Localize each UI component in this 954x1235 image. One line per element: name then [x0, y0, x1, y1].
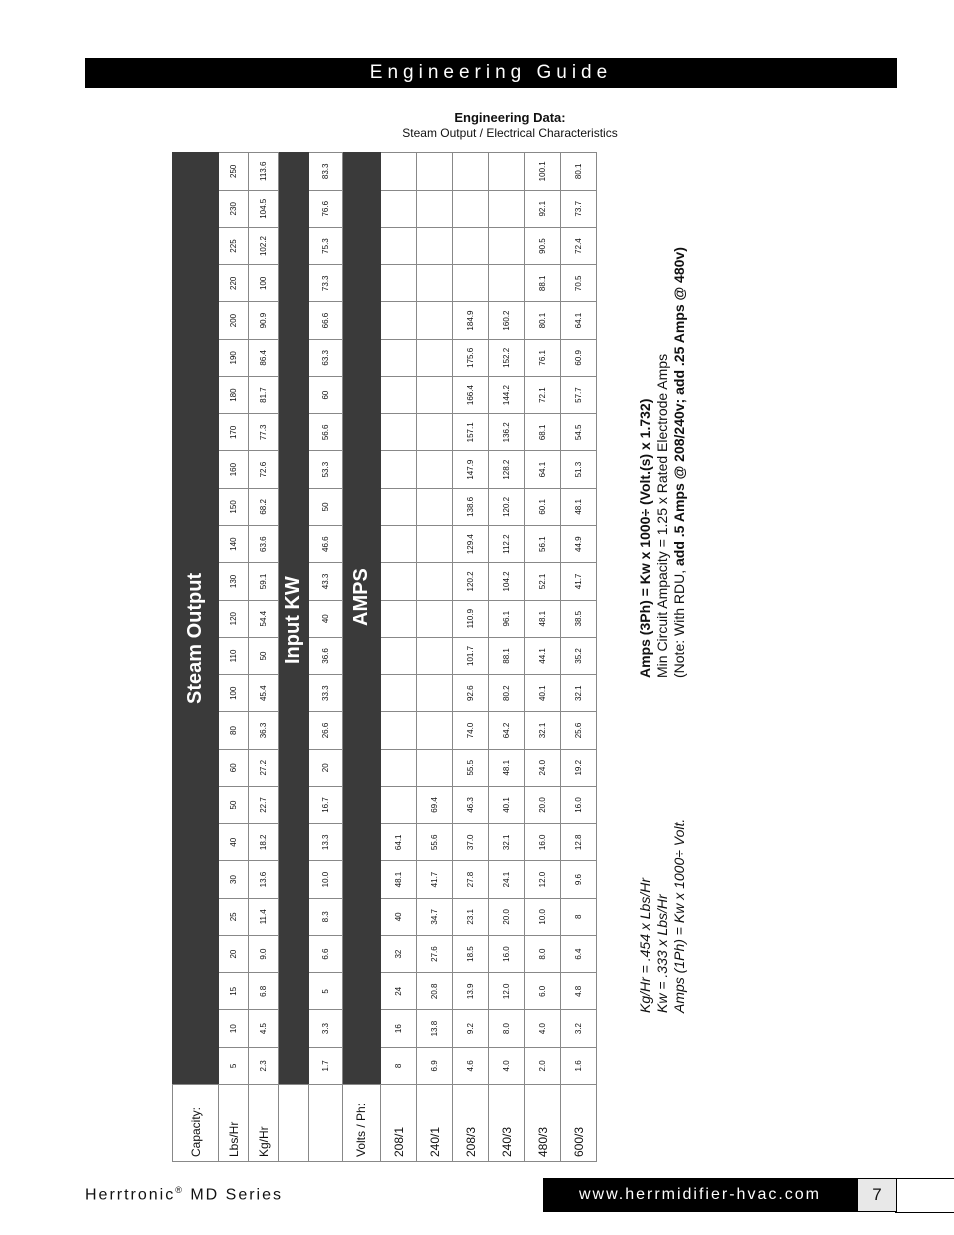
page-number: 7: [857, 1178, 897, 1212]
amps-cell: [453, 190, 489, 227]
amps-cell: 6.4: [561, 935, 597, 972]
kg-cell: 27.2: [249, 749, 279, 786]
capacity-label: Capacity:: [173, 1085, 219, 1162]
kw-cell: 1.7: [309, 1047, 343, 1084]
kg-cell: 11.4: [249, 898, 279, 935]
steam-output-text: Steam Output: [184, 572, 206, 704]
amps-cell: 101.7: [453, 637, 489, 674]
formula-notes-left: [637, 819, 688, 1013]
amps-cell: 104.2: [489, 563, 525, 600]
amps-cell: 27.6: [417, 935, 453, 972]
amps-cell: 80.1: [525, 302, 561, 339]
amps-cell: 2.0: [525, 1047, 561, 1084]
lbs-cell: 15: [219, 973, 249, 1010]
kg-formula: Kg/Hr = .454 x Lbs/Hr: [637, 877, 653, 1013]
amps-cell: 19.2: [561, 749, 597, 786]
amps-cell: 23.1: [453, 898, 489, 935]
lbs-cell: 120: [219, 600, 249, 637]
amps-row: [561, 153, 597, 1162]
amps-cell: [381, 563, 417, 600]
amps-cell: 38.5: [561, 600, 597, 637]
lbs-cell: 110: [219, 637, 249, 674]
amps-cell: 144.2: [489, 376, 525, 413]
amps-cell: 41.7: [417, 861, 453, 898]
kg-cell: 68.2: [249, 488, 279, 525]
amps-cell: 136.2: [489, 414, 525, 451]
lbs-cell: 180: [219, 376, 249, 413]
kg-cell: 36.3: [249, 712, 279, 749]
kw-cell: 5: [309, 973, 343, 1010]
amps-cell: 48.1: [489, 749, 525, 786]
amps-cell: 184.9: [453, 302, 489, 339]
lbs-cell: 220: [219, 265, 249, 302]
kw-cell: 36.6: [309, 637, 343, 674]
amps-cell: 80.1: [561, 153, 597, 191]
volts-label: Volts / Ph:: [343, 1085, 381, 1162]
kg-cell: 77.3: [249, 414, 279, 451]
amps-cell: [453, 265, 489, 302]
amps-cell: 40.1: [489, 786, 525, 823]
amps-cell: 24.0: [525, 749, 561, 786]
amps-cell: [417, 265, 453, 302]
kw-cell: 73.3: [309, 265, 343, 302]
kw-cell: 20: [309, 749, 343, 786]
kw-cell: 16.7: [309, 786, 343, 823]
amps-cell: 9.6: [561, 861, 597, 898]
voltage-label: 600/3: [561, 1085, 597, 1162]
kw-cell: 8.3: [309, 898, 343, 935]
amps-cell: [417, 675, 453, 712]
lbs-cell: 250: [219, 153, 249, 191]
amps-cell: [489, 190, 525, 227]
kg-cell: 2.3: [249, 1047, 279, 1084]
amps-cell: [417, 414, 453, 451]
amps-cell: [381, 675, 417, 712]
amps-cell: 92.6: [453, 675, 489, 712]
amps-cell: 8.0: [525, 935, 561, 972]
amps-cell: 35.2: [561, 637, 597, 674]
amps-row: [525, 153, 561, 1162]
amps-cell: 55.6: [417, 824, 453, 861]
lbs-cell: 100: [219, 675, 249, 712]
kg-cell: 59.1: [249, 563, 279, 600]
kg-cell: 113.6: [249, 153, 279, 191]
kg-cell: 100: [249, 265, 279, 302]
amps-cell: 72.4: [561, 227, 597, 264]
amps-cell: 46.3: [453, 786, 489, 823]
amps-cell: 25.6: [561, 712, 597, 749]
steam-output-band: [173, 153, 219, 1162]
amps-cell: 64.1: [381, 824, 417, 861]
kg-cell: 86.4: [249, 339, 279, 376]
section-title: Engineering Data:: [454, 110, 566, 125]
amps-cell: 12.8: [561, 824, 597, 861]
amps-cell: [417, 600, 453, 637]
kg-cell: 4.5: [249, 1010, 279, 1047]
lbs-cell: 10: [219, 1010, 249, 1047]
registered-mark: ®: [175, 1185, 184, 1195]
amps-cell: 4.0: [525, 1010, 561, 1047]
kg-cell: 54.4: [249, 600, 279, 637]
engineering-data-table-wrapper: [172, 152, 586, 1162]
footer-brand-suffix: MD Series: [183, 1186, 283, 1204]
amps-cell: [489, 227, 525, 264]
amps-cell: 6.9: [417, 1047, 453, 1084]
amps-cell: [417, 153, 453, 191]
amps-cell: [381, 302, 417, 339]
amps-cell: 32.1: [489, 824, 525, 861]
amps-cell: [417, 563, 453, 600]
amps1-formula: Amps (1Ph) = Kw x 1000÷ Volt.: [671, 818, 687, 1013]
amps-cell: 60.9: [561, 339, 597, 376]
lbs-cell: 170: [219, 414, 249, 451]
amps-row: [489, 153, 525, 1162]
amps-cell: 32: [381, 935, 417, 972]
amps-cell: [417, 526, 453, 563]
header-bar: [85, 58, 897, 88]
kw-label-spacer: [309, 1085, 343, 1162]
amps-cell: 80.2: [489, 675, 525, 712]
lbs-cell: 25: [219, 898, 249, 935]
amps-cell: 48.1: [525, 600, 561, 637]
lbs-cell: 150: [219, 488, 249, 525]
amps-cell: 16.0: [561, 786, 597, 823]
kg-cell: 22.7: [249, 786, 279, 823]
amps-cell: 10.0: [525, 898, 561, 935]
amps-cell: 64.1: [561, 302, 597, 339]
amps-cell: [381, 153, 417, 191]
kg-cell: 6.8: [249, 973, 279, 1010]
amps-cell: [381, 749, 417, 786]
amps-cell: 160.2: [489, 302, 525, 339]
amps-cell: 48.1: [561, 488, 597, 525]
amps-cell: 32.1: [525, 712, 561, 749]
amps-cell: 60.1: [525, 488, 561, 525]
amps-cell: 13.9: [453, 973, 489, 1010]
amps-cell: 8: [561, 898, 597, 935]
amps-cell: [381, 451, 417, 488]
amps-cell: 55.5: [453, 749, 489, 786]
amps-cell: 1.6: [561, 1047, 597, 1084]
amps-cell: 73.7: [561, 190, 597, 227]
rotated-table: [172, 152, 586, 1162]
kg-cell: 72.6: [249, 451, 279, 488]
lbs-cell: 140: [219, 526, 249, 563]
lbs-cell: 160: [219, 451, 249, 488]
kw-cell: 6.6: [309, 935, 343, 972]
lbs-cell: 20: [219, 935, 249, 972]
amps-cell: [417, 488, 453, 525]
amps-cell: 51.3: [561, 451, 597, 488]
amps-cell: 110.9: [453, 600, 489, 637]
lbs-cell: 80: [219, 712, 249, 749]
amps-cell: 44.9: [561, 526, 597, 563]
lbs-cell: 130: [219, 563, 249, 600]
kg-cell: 81.7: [249, 376, 279, 413]
kw-cell: 43.3: [309, 563, 343, 600]
amps-cell: 34.7: [417, 898, 453, 935]
amps-cell: [381, 488, 417, 525]
input-kw-title: [279, 153, 309, 1085]
kg-cell: 18.2: [249, 824, 279, 861]
amps-cell: 32.1: [561, 675, 597, 712]
amps-cell: 20.0: [489, 898, 525, 935]
amps-cell: 70.5: [561, 265, 597, 302]
amps-cell: 57.7: [561, 376, 597, 413]
voltage-label: 240/1: [417, 1085, 453, 1162]
amps-cell: 96.1: [489, 600, 525, 637]
kg-cell: 90.9: [249, 302, 279, 339]
amps-row: [381, 153, 417, 1162]
lbs-cell: 200: [219, 302, 249, 339]
kw-cell: 60: [309, 376, 343, 413]
kw-cell: 50: [309, 488, 343, 525]
amps-cell: [489, 153, 525, 191]
amps-cell: 18.5: [453, 935, 489, 972]
voltage-label: 208/1: [381, 1085, 417, 1162]
lbs-cell: 5: [219, 1047, 249, 1084]
lbs-cell: 225: [219, 227, 249, 264]
amps-cell: [381, 600, 417, 637]
amps-cell: 40: [381, 898, 417, 935]
lbs-cell: 230: [219, 190, 249, 227]
amps-cell: [417, 376, 453, 413]
input-kw-text: Input KW: [282, 576, 304, 664]
amps-cell: 12.0: [525, 861, 561, 898]
amps-cell: [489, 265, 525, 302]
amps-cell: [381, 526, 417, 563]
rdu-note: [671, 247, 688, 678]
amps-cell: [381, 265, 417, 302]
amps-cell: 27.8: [453, 861, 489, 898]
amps-cell: 64.1: [525, 451, 561, 488]
amps-cell: 138.6: [453, 488, 489, 525]
amps-cell: 69.4: [417, 786, 453, 823]
amps-cell: [453, 153, 489, 191]
amps-cell: [417, 749, 453, 786]
kg-cell: 104.5: [249, 190, 279, 227]
kg-cell: 63.6: [249, 526, 279, 563]
kw-cell: 10.0: [309, 861, 343, 898]
amps-cell: 4.8: [561, 973, 597, 1010]
kg-cell: 45.4: [249, 675, 279, 712]
amps-cell: 74.0: [453, 712, 489, 749]
rdu-note-bold: add .5 Amps @ 208/240v; add .25 Amps @ 480v): [671, 247, 687, 566]
amps-cell: 68.1: [525, 414, 561, 451]
amps-cell: 44.1: [525, 637, 561, 674]
amps-cell: 72.1: [525, 376, 561, 413]
kw-cell: 56.6: [309, 414, 343, 451]
amps-cell: [381, 376, 417, 413]
kg-label: Kg/Hr: [249, 1085, 279, 1162]
kw-cell: 46.6: [309, 526, 343, 563]
kw-cell: 63.3: [309, 339, 343, 376]
amps-cell: 52.1: [525, 563, 561, 600]
amps-cell: 4.6: [453, 1047, 489, 1084]
amps3-formula: Amps (3Ph) = Kw x 1000÷ (Volt.(s) x 1.732): [637, 398, 653, 678]
amps-cell: 24: [381, 973, 417, 1010]
amps-cell: 8: [381, 1047, 417, 1084]
amps-cell: 166.4: [453, 376, 489, 413]
amps-band: [343, 153, 381, 1162]
amps-title: [343, 153, 381, 1085]
amps-cell: 12.0: [489, 973, 525, 1010]
kw-cell: 40: [309, 600, 343, 637]
amps-cell: 40.1: [525, 675, 561, 712]
amps-cell: 41.7: [561, 563, 597, 600]
amps-cell: 152.2: [489, 339, 525, 376]
kw-cell: 53.3: [309, 451, 343, 488]
kw-cell: 76.6: [309, 190, 343, 227]
lbs-cell: 60: [219, 749, 249, 786]
mca-formula: Min Circuit Ampacity = 1.25 x Rated Electrode Amps: [654, 353, 670, 678]
input-kw-spacer: [279, 1085, 309, 1162]
amps-cell: [381, 712, 417, 749]
amps-cell: 54.5: [561, 414, 597, 451]
amps-cell: 128.2: [489, 451, 525, 488]
amps-cell: [453, 227, 489, 264]
engineering-data-table: [172, 152, 597, 1162]
amps-cell: [381, 414, 417, 451]
amps-cell: [381, 339, 417, 376]
amps-cell: 3.2: [561, 1010, 597, 1047]
footer-rule: [895, 1178, 954, 1213]
input-kw-band: [279, 153, 309, 1162]
amps-cell: [417, 227, 453, 264]
amps-cell: [417, 339, 453, 376]
amps-row: [453, 153, 489, 1162]
footer-brand: [85, 1185, 283, 1204]
voltage-label: 208/3: [453, 1085, 489, 1162]
amps-cell: 37.0: [453, 824, 489, 861]
kw-cell: 3.3: [309, 1010, 343, 1047]
steam-output-title: [173, 153, 219, 1085]
kg-cell: 102.2: [249, 227, 279, 264]
amps-cell: 129.4: [453, 526, 489, 563]
kw-row: [309, 153, 343, 1162]
amps-cell: 56.1: [525, 526, 561, 563]
amps-cell: 157.1: [453, 414, 489, 451]
kw-cell: 83.3: [309, 153, 343, 191]
section-subtitle: Steam Output / Electrical Characteristics: [402, 126, 618, 140]
voltage-label: 480/3: [525, 1085, 561, 1162]
amps-cell: 92.1: [525, 190, 561, 227]
amps-cell: [417, 190, 453, 227]
rdu-note-prefix: (Note: With RDU,: [671, 565, 687, 678]
amps-cell: 20.0: [525, 786, 561, 823]
amps-cell: [417, 637, 453, 674]
kw-cell: 66.6: [309, 302, 343, 339]
amps-cell: 88.1: [525, 265, 561, 302]
amps-cell: 48.1: [381, 861, 417, 898]
amps-cell: 8.0: [489, 1010, 525, 1047]
footer-brand-name: Herrtronic: [85, 1186, 176, 1204]
amps-cell: 120.2: [453, 563, 489, 600]
amps-cell: [417, 302, 453, 339]
kg-cell: 13.6: [249, 861, 279, 898]
amps-cell: [417, 712, 453, 749]
lbs-cell: 50: [219, 786, 249, 823]
amps-cell: 100.1: [525, 153, 561, 191]
amps-cell: 16.0: [525, 824, 561, 861]
kw-formula: Kw = .333 x Lbs/Hr: [654, 894, 670, 1013]
amps-cell: 64.2: [489, 712, 525, 749]
kw-cell: 13.3: [309, 824, 343, 861]
header-title: Engineering Guide: [369, 62, 613, 83]
amps-cell: 120.2: [489, 488, 525, 525]
amps-cell: 147.9: [453, 451, 489, 488]
footer-url[interactable]: www.herrmidifier-hvac.com: [543, 1178, 857, 1212]
amps-cell: [381, 190, 417, 227]
kg-cell: 50: [249, 637, 279, 674]
formula-notes-right: [637, 247, 688, 678]
kw-cell: 33.3: [309, 675, 343, 712]
amps-cell: 20.8: [417, 973, 453, 1010]
lbs-cell: 190: [219, 339, 249, 376]
amps-cell: [381, 227, 417, 264]
lbs-row: [219, 153, 249, 1162]
amps-cell: 6.0: [525, 973, 561, 1010]
amps-cell: [417, 451, 453, 488]
amps-cell: 4.0: [489, 1047, 525, 1084]
amps-cell: 112.2: [489, 526, 525, 563]
amps-cell: 90.5: [525, 227, 561, 264]
lbs-cell: 30: [219, 861, 249, 898]
amps-row: [417, 153, 453, 1162]
amps-cell: 16: [381, 1010, 417, 1047]
lbs-label: Lbs/Hr: [219, 1085, 249, 1162]
amps-text: AMPS: [350, 568, 372, 626]
amps-cell: 13.8: [417, 1010, 453, 1047]
kw-cell: 75.3: [309, 227, 343, 264]
amps-cell: 9.2: [453, 1010, 489, 1047]
amps-cell: 88.1: [489, 637, 525, 674]
amps-cell: 16.0: [489, 935, 525, 972]
lbs-cell: 40: [219, 824, 249, 861]
kg-row: [249, 153, 279, 1162]
amps-cell: 175.6: [453, 339, 489, 376]
amps-cell: 76.1: [525, 339, 561, 376]
amps-cell: 24.1: [489, 861, 525, 898]
amps-cell: [381, 637, 417, 674]
kg-cell: 9.0: [249, 935, 279, 972]
voltage-label: 240/3: [489, 1085, 525, 1162]
kw-cell: 26.6: [309, 712, 343, 749]
amps-cell: [381, 786, 417, 823]
